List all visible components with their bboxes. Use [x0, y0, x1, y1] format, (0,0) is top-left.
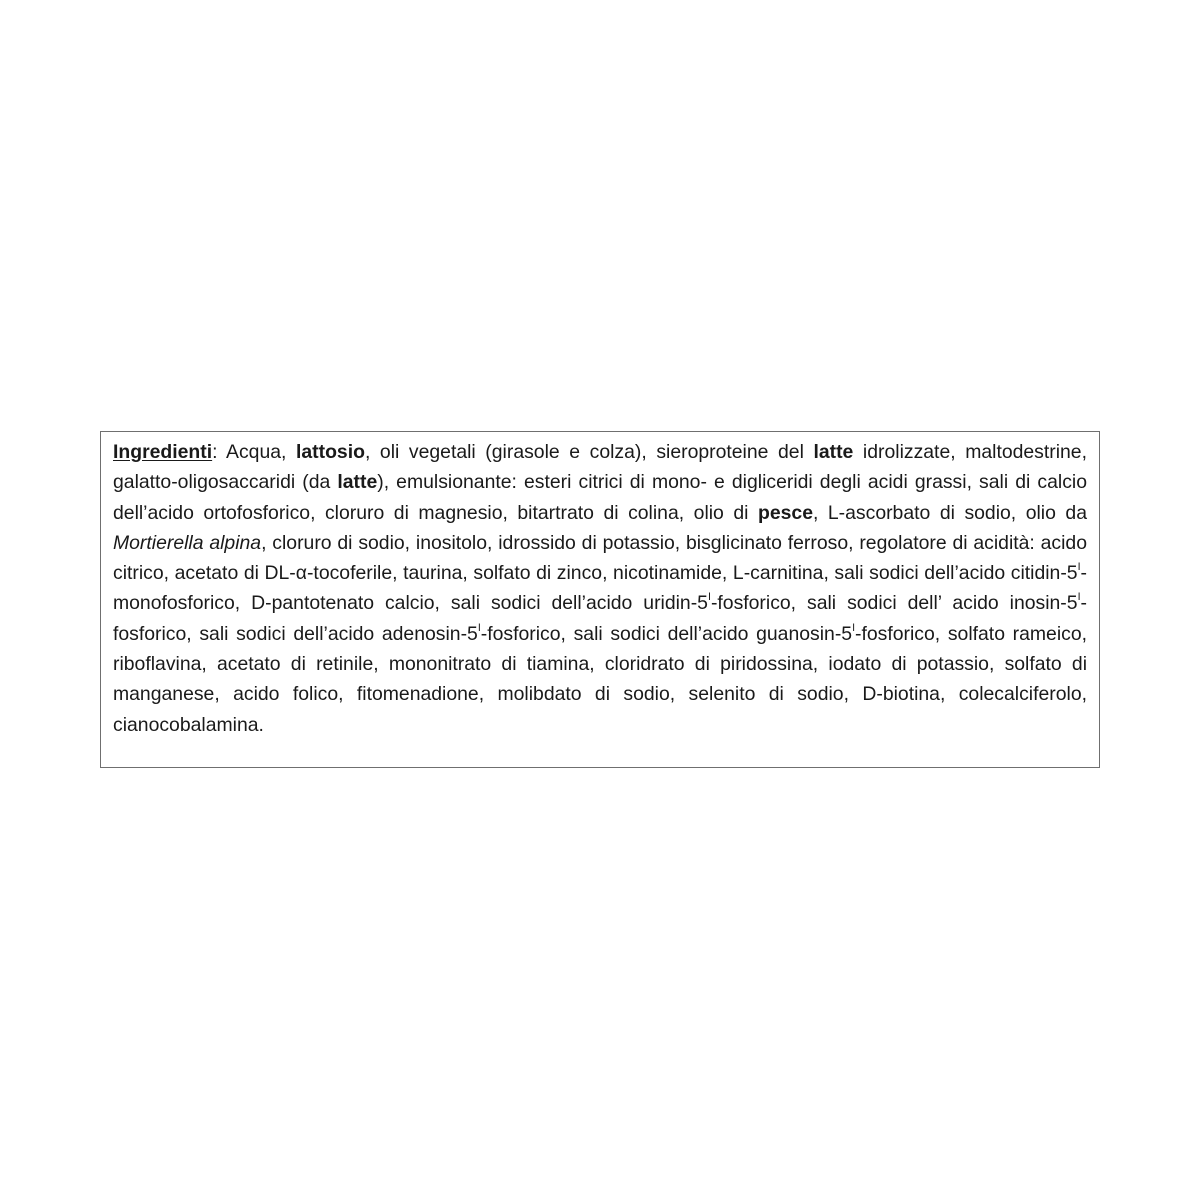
ingredients-segment: -fosforico, sali sodici dell’ acido inosin-5	[710, 592, 1078, 615]
prime-mark: I	[1077, 591, 1081, 604]
ingredients-segment: -fosforico, solfato rameico, riboflavina, acetato di retinile, mononitrato di tiamina, cloridrato di piridossina, iodato di potassio, solfato di manganese, acido folico, fitomenadione, molibdato di sodio, selenito di sodio, D-biotina, colecalciferolo, cianocobalamina.	[113, 622, 1087, 736]
prime-mark: I	[1077, 561, 1081, 574]
ingredients-paragraph	[113, 437, 1087, 740]
ingredients-segment: -fosforico, sali sodici dell’acido guanosin-5	[480, 622, 853, 645]
prime-mark: I	[707, 591, 711, 604]
ingredients-segment: idrolizzate, maltodestrine, galatto-oligosaccaridi (da	[113, 441, 1087, 494]
allergen-lattosio: lattosio	[295, 441, 365, 463]
prime-mark: I	[852, 621, 856, 634]
ingredients-segment: , cloruro di sodio, inositolo, idrossido di potassio, bisglicinato ferroso, regolatore di acidità: acido citrico, acetato di DL-α-tocoferile, taurina, solfato di zinco, nicotinamide, L-carnitina, sali sodici dell’acido citidin-5	[113, 531, 1087, 585]
prime-mark: I	[477, 621, 481, 634]
ingredients-segment: -fosforico, sali sodici dell’acido adenosin-5	[113, 592, 1087, 645]
ingredients-segment: ), emulsionante: esteri citrici di mono- e digliceridi degli acidi grassi, sali di calcio dell’acido ortofosforico, cloruro di magnesio, bitartrato di colina, olio di	[113, 471, 1087, 524]
ingredients-segment: , L-ascorbato di sodio, olio da	[812, 501, 1088, 524]
allergen-latte: latte	[337, 471, 378, 494]
ingredients-segment: : Acqua,	[212, 441, 296, 463]
allergen-pesce: pesce	[758, 501, 813, 524]
ingredients-title: Ingredienti	[113, 441, 213, 463]
allergen-latte: latte	[813, 441, 854, 463]
ingredients-label-box	[100, 431, 1100, 768]
ingredients-segment: -monofosforico, D-pantotenato calcio, sali sodici dell’acido uridin-5	[113, 562, 1087, 615]
species-name: Mortierella alpina	[113, 531, 262, 554]
ingredients-segment: , oli vegetali (girasole e colza), sieroproteine del	[364, 441, 814, 463]
